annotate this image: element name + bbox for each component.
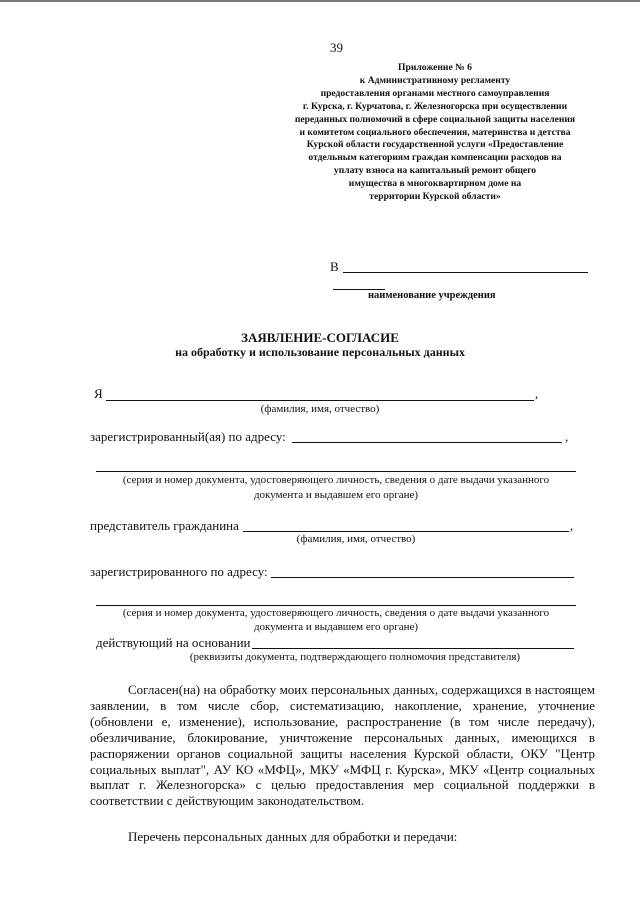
appendix-line: г. Курска, г. Курчатова, г. Железногорска при осуществлении: [302, 100, 568, 112]
appendix-header: [270, 62, 600, 204]
applicant-caption: (фамилия, имя, отчество): [260, 403, 380, 415]
rep-document-caption-line-2: документа и выдавшем его органе): [253, 621, 419, 633]
registered-label: зарегистрированный(ая) по адресу:: [90, 429, 286, 444]
recipient-caption: наименование учреждения: [368, 290, 496, 301]
document-title: ЗАЯВЛЕНИЕ-СОГЛАСИЕ: [241, 330, 399, 345]
basis-caption: (реквизиты документа, подтверждающего полномочия представителя): [189, 651, 521, 663]
recipient-prefix: В: [330, 259, 339, 274]
representative-comma: ,: [570, 518, 574, 533]
appendix-line: территории Курской области»: [369, 191, 501, 203]
registered-address-field[interactable]: [292, 442, 562, 443]
consent-paragraph: Согласен(на) на обработку моих персональных данных, содержащихся в настоящем заявлении, в том числе сбор, систематизацию, накопление, хранение, уточнение (обновлени е, изменение), использование, распространение (в том числе передачу), обезличивание, блокирование, уничтожение персональных данных, имеющихся в распоряжении органов социальной защиты населения Курской области, ОКУ "Центр социальных выплат", АУ КО «МФЦ», МКУ «МФЦ г. Курска», МКУ «Центр социальных выплат г. Железногорска» с целью предоставления мер социальной поддержки в соответствии с действующим законодательством.: [90, 682, 595, 809]
applicant-document-field[interactable]: [96, 471, 576, 472]
personal-data-list-heading: Перечень персональных данных для обработки и передачи:: [128, 829, 458, 844]
appendix-line: переданных полномочий в сфере социальной защиты населения: [294, 113, 576, 125]
recipient-field-line[interactable]: [343, 272, 588, 273]
rep-document-field[interactable]: [96, 605, 576, 606]
representative-caption: (фамилия, имя, отчество): [296, 533, 416, 545]
rep-registered-label: зарегистрированного по адресу:: [90, 564, 268, 579]
applicant-name-field[interactable]: [106, 400, 534, 401]
page-number: 39: [330, 40, 343, 55]
basis-document-field[interactable]: [252, 648, 574, 649]
appendix-line: отдельным категориям граждан компенсации расходов на: [308, 152, 562, 164]
document-caption-line-1: (серия и номер документа, удостоверяющего личность, сведения о дате выдачи указанного: [122, 474, 550, 486]
appendix-line: уплату взноса на капитальный ремонт общего: [333, 165, 537, 177]
rep-document-caption-line-1: (серия и номер документа, удостоверяющего личность, сведения о дате выдачи указанного: [122, 607, 550, 619]
applicant-comma: ,: [535, 386, 539, 401]
registered-comma: ,: [565, 429, 569, 444]
basis-label: действующий на основании: [96, 635, 251, 650]
appendix-line: предоставления органами местного самоуправления: [320, 87, 550, 99]
appendix-line: Приложение № 6: [398, 62, 472, 73]
representative-label: представитель гражданина: [90, 518, 239, 533]
appendix-line: имущества в многоквартирном доме на: [348, 178, 522, 190]
appendix-line: к Административному регламенту: [359, 74, 511, 86]
document-caption-line-2: документа и выдавшем его органе): [253, 489, 419, 501]
appendix-line: Курской области государственной услуги «Предоставление: [306, 139, 564, 151]
appendix-line: и комитетом социального обеспечения, материнства и детства: [299, 126, 571, 138]
top-edge-line: [0, 0, 640, 2]
representative-name-field[interactable]: [243, 531, 569, 532]
applicant-prefix: Я: [94, 386, 103, 401]
document-subtitle: на обработку и использование персональных данных: [175, 345, 465, 359]
rep-registered-address-field[interactable]: [271, 577, 574, 578]
